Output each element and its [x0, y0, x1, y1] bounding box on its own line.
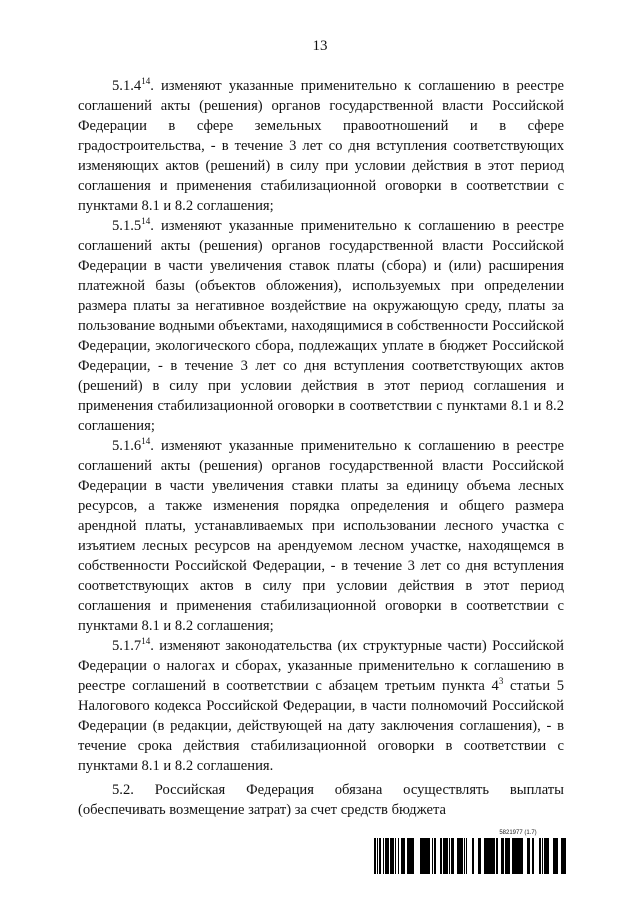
barcode-bar — [432, 838, 433, 874]
page-number: 13 — [312, 38, 328, 54]
barcode-bar — [486, 838, 489, 874]
barcode-bar — [383, 838, 384, 874]
barcode-bar — [427, 838, 429, 874]
barcode-bar — [460, 838, 462, 874]
barcode-bar — [377, 838, 378, 874]
barcode-bar — [407, 838, 408, 874]
barcode-bar — [502, 838, 504, 874]
barcode-bar — [532, 838, 533, 874]
barcode-bar — [445, 838, 446, 874]
barcode-bar — [497, 838, 498, 874]
barcode-bar — [533, 838, 534, 874]
barcode-bar — [548, 838, 549, 874]
barcode-bar — [489, 838, 490, 874]
barcode-bar — [385, 838, 387, 874]
paragraph-number: 5.2. — [112, 782, 134, 798]
paragraph-text: . изменяют указанные применительно к соглашению в реестре соглашений акты (решения) органов государственной власти Российской Федерации в части увеличения ставки платы за единицу объема лесных ресурсов, а также изменения порядка определения и общего размера арендной платы, устанавливаемых при использовании лесного участка с изъятием лесных ресурсов на арендуемом лесном участке, находящемся в собственности Российской Федерации, - в течение 3 лет со дня вступления соответствующих актов в силу при условии действия в этот период соглашения и применения стабилизационной оговорки в соответствии с пунктами 8.1 и 8.2 соглашения; — [78, 438, 564, 634]
barcode-bar — [409, 838, 411, 874]
barcode-bar — [374, 838, 375, 874]
barcode-bar — [459, 838, 460, 874]
barcode-bar — [527, 838, 529, 874]
barcode-bar — [390, 838, 391, 874]
barcode-bar — [462, 838, 463, 874]
barcode-bar — [484, 838, 486, 874]
barcode-bar — [564, 838, 565, 874]
barcode-bar — [542, 838, 543, 874]
barcode-bar — [411, 838, 412, 874]
barcode-bar — [496, 838, 497, 874]
barcode-bar — [412, 838, 414, 874]
barcode-bar — [507, 838, 508, 874]
barcode-bar — [519, 838, 520, 874]
footnote-ref: 14 — [141, 76, 151, 87]
paragraph-5-1-5 — [78, 216, 564, 436]
paragraph-number: 5.1.6 — [112, 438, 142, 454]
barcode-bar — [393, 838, 394, 874]
barcode-bar — [440, 838, 441, 874]
barcode-bar — [446, 838, 447, 874]
barcode-bar — [449, 838, 450, 874]
barcode-bar — [539, 838, 541, 874]
footnote-ref: 14 — [141, 216, 151, 227]
barcode-bar — [512, 838, 514, 874]
barcode-bar — [420, 838, 422, 874]
barcode-bar — [424, 838, 427, 874]
barcode-bar — [516, 838, 519, 874]
barcode-bar — [478, 838, 481, 874]
barcode-bar — [514, 838, 515, 874]
paragraph-number: 5.1.7 — [112, 638, 142, 654]
barcode-bar — [565, 838, 566, 874]
barcode-bar — [472, 838, 474, 874]
barcode-bar — [505, 838, 506, 874]
barcode-bar — [508, 838, 509, 874]
barcode-bar — [434, 838, 436, 874]
document-code: 5821977 (1.7) — [499, 830, 537, 836]
paragraph-number: 5.1.5 — [112, 218, 142, 234]
barcode-bar — [553, 838, 554, 874]
barcode-bar — [506, 838, 507, 874]
barcode-bar — [521, 838, 523, 874]
barcode-bar — [556, 838, 557, 874]
barcode-bar — [561, 838, 562, 874]
barcode-image — [373, 838, 567, 874]
barcode-bar — [563, 838, 564, 874]
barcode-bar — [515, 838, 516, 874]
article-superscript: 3 — [498, 676, 504, 687]
barcode-bar — [401, 838, 403, 874]
paragraph-text: . изменяют указанные применительно к соглашению в реестре соглашений акты (решения) органов государственной власти Российской Федерации в сфере земельных правоотношений и в сфере градостроительства, - в течение 3 лет со дня вступления соответствующих изменяющих актов (решений) в силу при условии действия в этот период соглашения и применения стабилизационной оговорки в соответствии с пунктами 8.1 и 8.2 соглашения; — [78, 78, 564, 214]
barcode-bar — [457, 838, 459, 874]
barcode-bar — [452, 838, 453, 874]
barcode-bar — [494, 838, 495, 874]
barcode-bar — [404, 838, 405, 874]
barcode-bar — [391, 838, 393, 874]
barcode-bar — [557, 838, 558, 874]
paragraph-5-1-4 — [78, 76, 564, 216]
barcode-bar — [490, 838, 492, 874]
barcode-bar — [509, 838, 510, 874]
barcode-bar — [453, 838, 454, 874]
barcode-bar — [501, 838, 502, 874]
paragraph-5-2 — [78, 780, 564, 820]
document-body — [78, 76, 564, 820]
barcode-bar — [422, 838, 423, 874]
barcode-bar — [395, 838, 396, 874]
barcode-bar — [464, 838, 465, 874]
barcode-bar — [398, 838, 399, 874]
barcode-bar — [379, 838, 381, 874]
footnote-ref: 14 — [141, 636, 151, 647]
paragraph-text: Российская Федерация обязана осуществлять выплаты (обеспечивать возмещение затрат) за счет средств бюджета — [78, 782, 564, 818]
barcode-bar — [520, 838, 521, 874]
barcode-bar — [544, 838, 546, 874]
paragraph-5-1-6 — [78, 436, 564, 636]
barcode-bar — [429, 838, 430, 874]
footnote-ref: 14 — [141, 436, 151, 447]
barcode-bar — [387, 838, 389, 874]
barcode-bar — [492, 838, 494, 874]
paragraph-text-continued: статьи 5 Налогового кодекса Российской Федерации, в части полномочий Российской Федерации (в редакции, действующей на дату заключения соглашения), - в течение срока действия стабилизационной оговорки в соответствии с пунктами 8.1 и 8.2 соглашения. — [78, 678, 564, 774]
barcode-bar — [562, 838, 563, 874]
barcode-bar — [403, 838, 404, 874]
barcode-bar — [375, 838, 376, 874]
paragraph-number: 5.1.4 — [112, 78, 142, 94]
barcode-bar — [441, 838, 442, 874]
barcode-bar — [466, 838, 467, 874]
barcode-bar — [423, 838, 424, 874]
paragraph-5-1-7 — [78, 636, 564, 776]
barcode-bar — [447, 838, 448, 874]
barcode-bar — [554, 838, 556, 874]
paragraph-text: . изменяют указанные применительно к соглашению в реестре соглашений акты (решения) органов государственной власти Российской Федерации в части увеличения ставок платы (сбора) и (или) расширения платежной базы (объектов обложения), используемых при определении размера платы за негативное воздействие на окружающую среду, платы за пользование водными объектами, находящимися в собственности Российской Федерации, экологического сбора, подлежащих уплате в бюджет Российской Федерации, - в течение 3 лет со дня вступления соответствующих актов (решений) в силу при условии действия в этот период соглашения и применения стабилизационной оговорки в соответствии с пунктами 8.1 и 8.2 соглашения; — [78, 218, 564, 434]
barcode-bar — [451, 838, 452, 874]
barcode-bar — [408, 838, 409, 874]
barcode-bar — [443, 838, 445, 874]
barcode-bar — [546, 838, 548, 874]
paragraph-text: . изменяют законодательства (их структурные части) Российской Федерации о налогах и сборах, указанные применительно к соглашению в реестре соглашений в соответствии с абзацем третьим пункта 4 — [78, 638, 564, 694]
barcode-bar — [529, 838, 530, 874]
